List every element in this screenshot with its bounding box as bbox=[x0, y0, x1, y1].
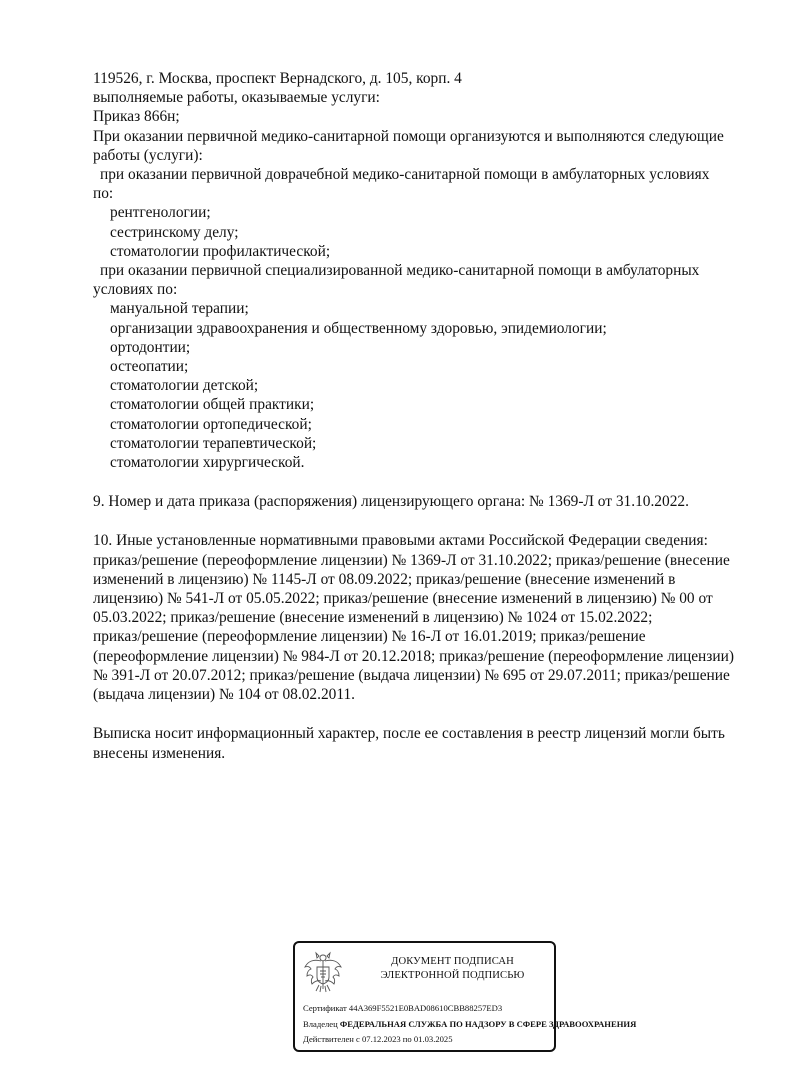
list-item: стоматологии хирургической. bbox=[110, 454, 305, 472]
list-item: остеопатии; bbox=[110, 358, 189, 376]
intro-line: работы (услуги): bbox=[93, 146, 203, 164]
section-heading: при оказании первичной специализированной медико-санитарной помощи в амбулаторных bbox=[100, 262, 700, 280]
document-body bbox=[93, 69, 763, 763]
note-line: Выписка носит информационный характер, после ее составления в реестр лицензий могли быть bbox=[93, 725, 725, 743]
list-item: рентгенологии; bbox=[110, 204, 211, 222]
stamp-heading-line: ЭЛЕКТРОННОЙ ПОДПИСЬЮ bbox=[380, 970, 525, 981]
list-item: мануальной терапии; bbox=[110, 300, 249, 318]
coat-of-arms-icon bbox=[302, 949, 344, 995]
certificate-line bbox=[303, 1003, 502, 1014]
address-line: 119526, г. Москва, проспект Вернадского, д. 105, корп. 4 bbox=[93, 70, 462, 87]
note-line: внесены изменения. bbox=[93, 744, 226, 762]
stamp-heading bbox=[355, 955, 550, 983]
section-heading: условиях по: bbox=[93, 281, 178, 299]
list-item: стоматологии общей практики; bbox=[110, 396, 315, 414]
owner-value: ФЕДЕРАЛЬНАЯ СЛУЖБА ПО НАДЗОРУ В СФЕРЕ ЗДРАВООХРАНЕНИЯ bbox=[339, 1019, 637, 1029]
list-item: ортодонтии; bbox=[110, 338, 191, 356]
list-item: стоматологии профилактической; bbox=[110, 242, 331, 260]
list-item: стоматологии ортопедической; bbox=[110, 415, 312, 433]
section-heading: при оказании первичной доврачебной медико-санитарной помощи в амбулаторных условиях bbox=[100, 166, 710, 184]
section-heading: по: bbox=[93, 185, 114, 203]
list-item: сестринскому делу; bbox=[110, 223, 239, 241]
order-line: Приказ 866н; bbox=[93, 108, 180, 126]
intro-line: При оказании первичной медико-санитарной помощи организуются и выполняются следующие bbox=[93, 127, 724, 145]
item-10-line: изменений в лицензию) № 1145-Л от 08.09.2022; приказ/решение (внесение изменений в bbox=[93, 570, 676, 588]
list-item: стоматологии детской; bbox=[110, 377, 259, 395]
item-10-line: (переоформление лицензии) № 984-Л от 20.12.2018; приказ/решение (переоформление лицензии) bbox=[93, 647, 734, 665]
signature-stamp bbox=[293, 941, 637, 1052]
item-10-line: приказ/решение (переоформление лицензии) № 16-Л от 16.01.2019; приказ/решение bbox=[93, 628, 646, 646]
certificate-label: Сертификат bbox=[303, 1003, 347, 1013]
item-10-line: лицензию) № 541-Л от 05.05.2022; приказ/решение (внесение изменений в лицензию) № 00 от bbox=[93, 590, 713, 608]
certificate-value: 44A369F5521E0BAD08610CBB88257ED3 bbox=[348, 1003, 503, 1013]
validity-line: Действителен с 07.12.2023 по 01.03.2025 bbox=[303, 1034, 453, 1044]
owner-line bbox=[303, 1019, 636, 1030]
item-9: 9. Номер и дата приказа (распоряжения) лицензирующего органа: № 1369-Л от 31.10.2022. bbox=[93, 493, 689, 511]
item-10-line: приказ/решение (переоформление лицензии) № 1369-Л от 31.10.2022; приказ/решение (внесение bbox=[93, 551, 730, 569]
works-label: выполняемые работы, оказываемые услуги: bbox=[93, 89, 380, 107]
item-10-line: 10. Иные установленные нормативными правовыми актами Российской Федерации сведения: bbox=[93, 532, 708, 550]
item-10-line: (выдача лицензии) № 104 от 08.02.2011. bbox=[93, 686, 356, 704]
item-10-line: № 391-Л от 20.07.2012; приказ/решение (выдача лицензии) № 695 от 29.07.2011; приказ/решение bbox=[93, 666, 730, 684]
item-10-line: 05.03.2022; приказ/решение (внесение изменений в лицензию) № 1024 от 15.02.2022; bbox=[93, 609, 653, 627]
owner-label: Владелец bbox=[303, 1019, 338, 1029]
list-item: организации здравоохранения и общественному здоровью, эпидемиологии; bbox=[110, 319, 607, 337]
list-item: стоматологии терапевтической; bbox=[110, 434, 317, 452]
stamp-heading-line: ДОКУМЕНТ ПОДПИСАН bbox=[391, 956, 514, 967]
